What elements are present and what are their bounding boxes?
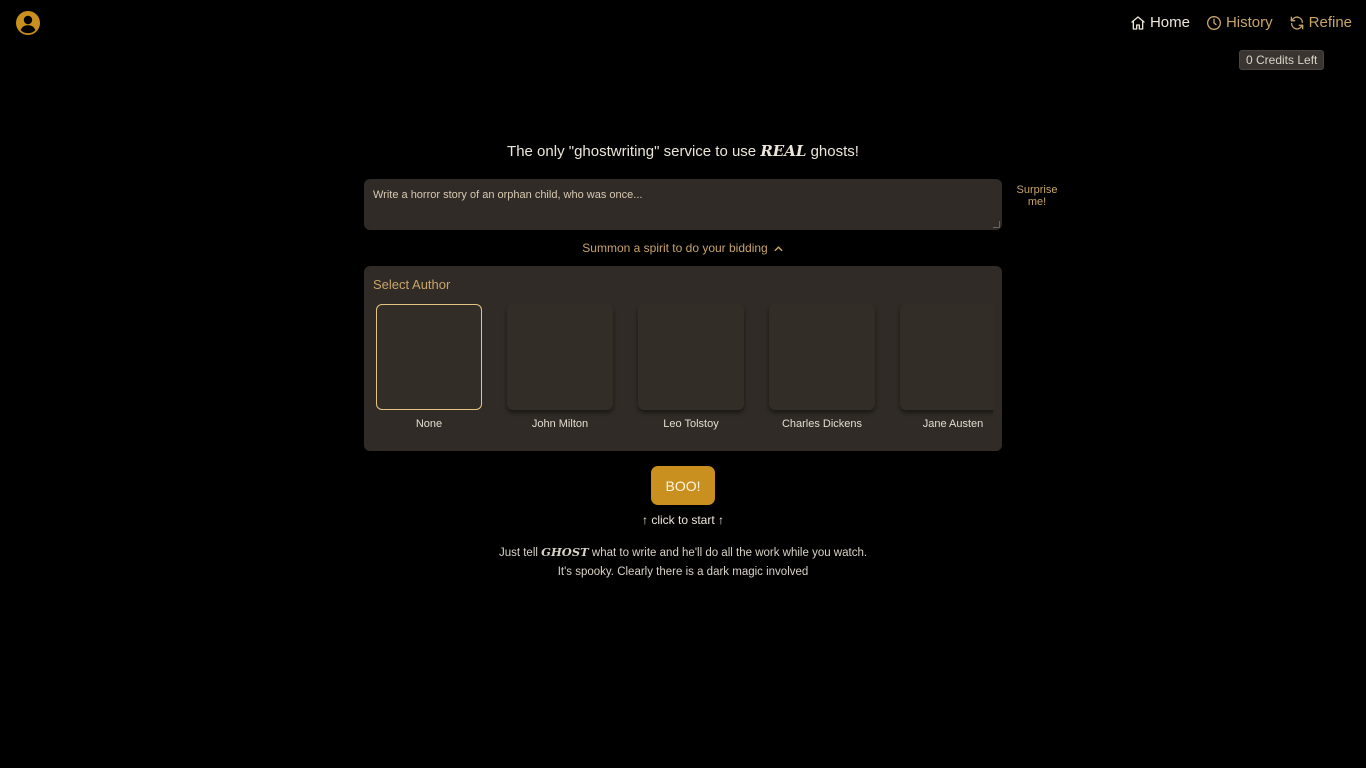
nav-history[interactable] <box>1206 14 1273 31</box>
nav-history-label: History <box>1225 14 1273 31</box>
nav-refine[interactable] <box>1289 14 1352 31</box>
author-name: None <box>415 418 443 430</box>
credits-badge: 0 Credits Left <box>1239 50 1324 70</box>
author-panel <box>364 266 1002 451</box>
author-name: Jane Austen <box>922 418 984 430</box>
surprise-me-button[interactable]: Surprise me! <box>1016 184 1058 208</box>
tagline <box>0 142 1366 160</box>
author-list <box>373 304 993 430</box>
prompt-placeholder: Write a horror story of an orphan child, who was once... <box>373 189 643 201</box>
nav-home-label: Home <box>1149 14 1190 31</box>
description-line-2: It's spooky. Clearly there is a dark magic involved <box>557 566 809 578</box>
description-line-1 <box>0 545 1366 559</box>
chevron-up-icon <box>773 243 784 254</box>
refresh-icon <box>1289 15 1305 31</box>
nav-refine-label: Refine <box>1308 14 1352 31</box>
author-name: Leo Tolstoy <box>663 418 719 430</box>
nav-home[interactable] <box>1130 14 1190 31</box>
top-nav <box>1130 14 1352 31</box>
tagline-emphasis: REAL <box>760 142 807 160</box>
author-name: John Milton <box>531 418 589 430</box>
clock-icon <box>1206 15 1222 31</box>
ghost-brand-text: GHOST <box>541 545 589 559</box>
author-card[interactable] <box>376 304 482 410</box>
author-option-jane-austen[interactable] <box>900 304 993 430</box>
description-text-before: Just tell <box>498 547 542 559</box>
click-hint: ↑ click to start ↑ <box>641 513 724 527</box>
author-carousel[interactable] <box>373 304 993 434</box>
author-name: Charles Dickens <box>781 418 863 430</box>
home-icon <box>1130 15 1146 31</box>
author-panel-title: Select Author <box>373 277 451 292</box>
summon-toggle[interactable] <box>0 241 1366 255</box>
author-option-john-milton[interactable] <box>507 304 613 430</box>
resize-handle-icon[interactable] <box>993 221 1000 228</box>
boo-button[interactable]: BOO! <box>651 466 715 505</box>
user-account-icon[interactable] <box>16 11 40 35</box>
tagline-text-after: ghosts! <box>806 143 859 160</box>
description-text-after: what to write and he'll do all the work while you watch. <box>588 547 868 559</box>
tagline-text-before: The only "ghostwriting" service to use <box>507 143 761 160</box>
prompt-input[interactable] <box>364 179 1002 230</box>
author-option-none[interactable] <box>376 304 482 430</box>
author-card[interactable] <box>638 304 744 410</box>
author-card[interactable] <box>769 304 875 410</box>
summon-label: Summon a spirit to do your bidding <box>582 241 768 255</box>
author-option-leo-tolstoy[interactable] <box>638 304 744 430</box>
author-card[interactable] <box>507 304 613 410</box>
author-option-charles-dickens[interactable] <box>769 304 875 430</box>
author-card[interactable] <box>900 304 993 410</box>
